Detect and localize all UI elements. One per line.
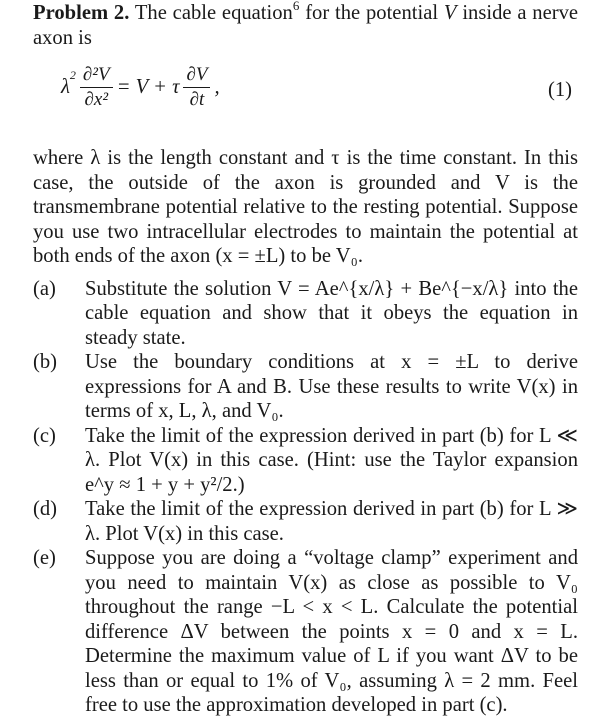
equation-rhs-fraction: [183, 64, 210, 111]
intro-text-a: The cable equation: [134, 2, 293, 24]
equation-body: [61, 64, 220, 111]
intro-text-b: for the potential: [305, 2, 439, 24]
problem-heading: Problem 2.: [33, 2, 130, 24]
equation-lhs-numerator: ∂²V: [80, 64, 113, 88]
footnote-mark[interactable]: 6: [292, 0, 300, 14]
part-text: Substitute the solution V = Ae^{x/λ} + Be^{−x/λ} into the cable equation and show that it obeys the equation in steady state.: [85, 277, 578, 349]
equation-rhs-denominator: ∂t: [189, 89, 205, 110]
equation-lambda-exponent: 2: [69, 68, 76, 83]
intro-text-c: inside a nerve axon is: [33, 2, 579, 49]
problem-paragraph: where λ is the length constant and τ is the time constant. In this case, the outside of the axon is grounded and V is the transmembrane potential relative to the resting potential. Suppose you use two intracellular electrodes to maintain the potential at both ends of the axon (x = ±L) to be V₀.: [33, 147, 578, 267]
part-label: (c): [33, 424, 56, 447]
cable-equation: [33, 58, 578, 136]
problem-intro: [33, 1, 578, 50]
list-item: [33, 424, 578, 498]
equation-trailing-comma: ,: [214, 76, 220, 99]
part-label: (d): [33, 498, 58, 520]
equation-middle: = V + τ: [116, 76, 180, 99]
list-item: [33, 350, 578, 424]
part-label: (b): [33, 351, 58, 373]
equation-lhs-fraction: [80, 64, 113, 111]
problem-parts-list: [33, 277, 578, 718]
part-text: Take the limit of the expression derived in part (b) for L ≪ λ. Plot V(x) in this case. (Hint: use the Taylor expansion e^y ≈ 1 + y + y²/2.): [85, 424, 578, 496]
equation-number: (1): [547, 79, 572, 101]
equation-rhs-numerator: ∂V: [183, 64, 210, 88]
part-text: Use the boundary conditions at x = ±L to derive expressions for A and B. Use these results to write V(x) in terms of x, L, λ, and V₀.: [85, 351, 578, 422]
list-item: [33, 497, 578, 546]
intro-variable-v: V: [443, 2, 457, 24]
part-text: Suppose you are doing a “voltage clamp” experiment and you need to maintain V(x) as close as possible to V₀ throughout the range −L < x < L. Calculate the potential difference ΔV between the points x = 0 and x = L. Determine the maximum value of L if you want ΔV to be less than or equal to 1% of V₀, assuming λ = 2 mm. Feel free to use the approximation developed in part (c).: [85, 547, 578, 716]
part-label: (a): [33, 277, 56, 300]
list-item: [33, 546, 578, 718]
part-text: Take the limit of the expression derived in part (b) for L ≫ λ. Plot V(x) in this case.: [85, 498, 578, 545]
equation-lhs-denominator: ∂x²: [84, 89, 109, 110]
part-label: (e): [33, 547, 56, 569]
equation-lambda: λ: [61, 76, 70, 99]
list-item: [33, 277, 578, 351]
